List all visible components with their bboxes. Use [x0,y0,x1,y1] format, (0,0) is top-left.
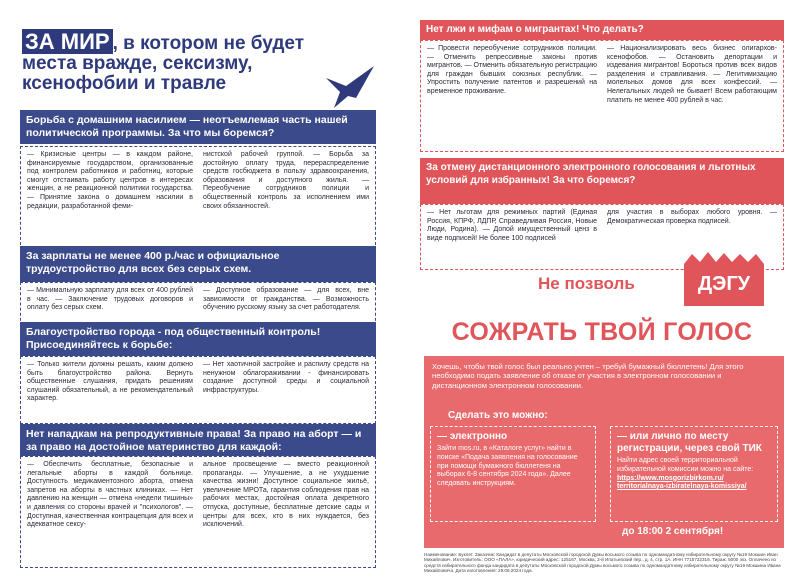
option-online-text: Зайти mos.ru, в «Каталоге услуг» найти в поиске «Подача заявления на голосование при помощи бумажного бюллетеня на выборах 6-8 сентября 2024 года». Далее следовать инструкциям. [437,445,578,488]
option-online [430,426,596,522]
section-box-reproductive [20,456,376,568]
section-text: — Обеспечить бесплатные, безопасные и легальные аборты в каждой больнице. Доступность медикаментозного аборта, отмена запретов на аборты в частных клиниках. — Нет давлению на женщин — отмена «недели тишины» и давления со стороны врачей и "психологов". — Доступная, качественная контрацепция для всех и адекватное сексу- [27,461,193,529]
section-text: для участия в выборах любого уровня. — Демократическая проверка подписей. [607,209,777,225]
section-title-violence: Борьба с домашним насилием — неотъемлемая часть нашей политической программы. За что мы боремся? [20,110,376,144]
how-to-title: Сделать это можно: [448,410,548,421]
right-page [420,18,784,574]
section-text: — Кризисные центры — в каждом районе, финансируемые государством, организованные под контролем работников и работниц, которые смогут отстаивать работу центров в интересах женщин, а не реакционной политики государства. — Принятие закона о домашнем насилии в редакции, разработанной феми- [27,151,193,210]
cta-small: Не позволь [538,274,635,293]
section-text: альное просвещение — вместо реакционной пропаганды. — Улучшение, а не ухудшение качества жизни! Доступное социальное жильё, увеличение МРОТа, гарантия соблюдения прав на рабочих местах, достойная оплата декретного отпуска, доступные, бесплатные детские сады и центры для всех, кто в них нуждается, без исключений. [203,461,369,529]
section-text: — Национализировать весь бизнес олигархов-ксенофобов. — Остановить депортации и издевания мигрантов! Бороться против всех видов разделения и стравливания. — Легитимизацию молельных домов для всех конфессий. — Нелегальных людей не бывает! Всем работающим платить не менее 400 рублей в час. [607,45,777,104]
section-text: — Минимальную зарплату для всех от 400 рублей в час. — Заключение трудовых договоров и оплату без серых схем. [27,287,193,312]
left-page [20,18,376,566]
section-box-violence [20,146,376,250]
section-text: — Нет льготам для режимных партий (Единая Россия, КПРФ, ЛДПР, Справедливая Россия, Новые Люди, Родина). — Допой имущественный ценз в виде подписей! Не более 100 подписей [427,209,597,242]
headline-accent: ЗА МИР [22,29,113,54]
option-in-person-title: — или лично по месту регистрации, через свой ТИК [617,431,762,454]
headline-rest: , в котором не будет места вражде, сексизму, ксенофобии и травле [22,33,305,94]
option-online-title: — электронно [437,431,508,442]
commission-link-path[interactable]: territorialnaya-izbiratelnaya-komissiya/ [617,483,747,491]
section-text: — Только жители должны решать, каким должно быть благоустройство района. Вернуть общественные слушания, придать решениям слушаний обязательный, а не рекомендательный характер. [27,361,193,403]
option-in-person-text: Найти адрес своей территориальной избирательной комиссии можно на сайте: [617,457,754,473]
section-box-city [20,356,376,424]
section-text: нистской рабочей группой. — Борьба за достойную оплату труда, перераспределение средств госбюджета в пользу здравоохранения, образования и доступного жилья. — Переобучение сотрудников полиции и общественный контроль за исполнением ими своих обязанностей. [203,151,369,210]
cta-big: СОЖРАТЬ ТВОЙ ГОЛОС [451,318,753,346]
degu-logo-text: ДЭГУ [697,273,751,295]
commission-link[interactable]: https://www.mosgorizbirkom.ru/ [617,474,724,482]
degu-logo [678,250,770,312]
dove-icon [316,58,376,118]
instruction-panel [424,356,784,548]
section-text: — Доступное образование — для всех, вне зависимости от гражданства. — Возможность обучению русскому языку за счет работодателя. [203,287,369,312]
option-in-person [610,426,778,522]
section-box-wages [20,282,376,326]
section-title-city: Благоустройство города - под общественный контроль! Присоединяйтесь к борьбе: [20,322,376,356]
section-title-migrants: Нет лжи и мифам о мигрантах! Что делать? [420,20,784,40]
intro-text: Хочешь, чтобы твой голос был реально учтен – требуй бумажный бюллетень! Для этого необходимо подать заявление об отказе от участия в электронном голосовании и дистанционном электронном голосовании. [432,362,744,390]
section-text: — Провести переобучение сотрудников полиции. — Отменить репрессивные законы против мигрантов. — Отменить обязательную регистрацию для граждан бывших союзных республик. — Упростить получение патентов и разрешений на временное проживание. [427,45,597,95]
deadline: до 18:00 2 сентября! [622,526,724,537]
section-box-migrants [420,40,784,152]
headline [22,29,322,94]
print-imprint: Наименование: Буклет. Заказчик: Кандидат в депутаты Московской городской Думы восьмого созыва по одномандатному избирательному округу №19 Мокшин Иван Михайлович. Изготовитель: ООО «ПАЛА», юридический адрес: 125167, Москва, 2-й Ипатьевский пер., д. 4, стр. 1А. ИНН 7715722316. Тираж: 5000 экз. Оплачено из средств избирательного фонда кандидата в депутаты Московской городской Думы восьмого созыва по одномандатному избирательному округу №19 Мокшина Ивана Михайловича. Дата изготовления: 29.08.2024 года. [424,552,781,574]
section-title-evoting: За отмену дистанционного электронного голосования и льготных условий для избранных! За что боремся? [420,158,784,204]
section-title-wages: За зарплаты не менее 400 р./час и официальное трудоустройство для всех без серых схем. [20,246,376,282]
section-title-reproductive: Нет нападкам на репродуктивные права! За право на аборт — и за право на достойное материнство для каждой: [20,424,376,456]
section-text: — Нет хаотичной застройке и распилу средств на ненужном облагораживании - финансировать создание доступной среды и социальной инфраструктуры. [203,361,369,394]
